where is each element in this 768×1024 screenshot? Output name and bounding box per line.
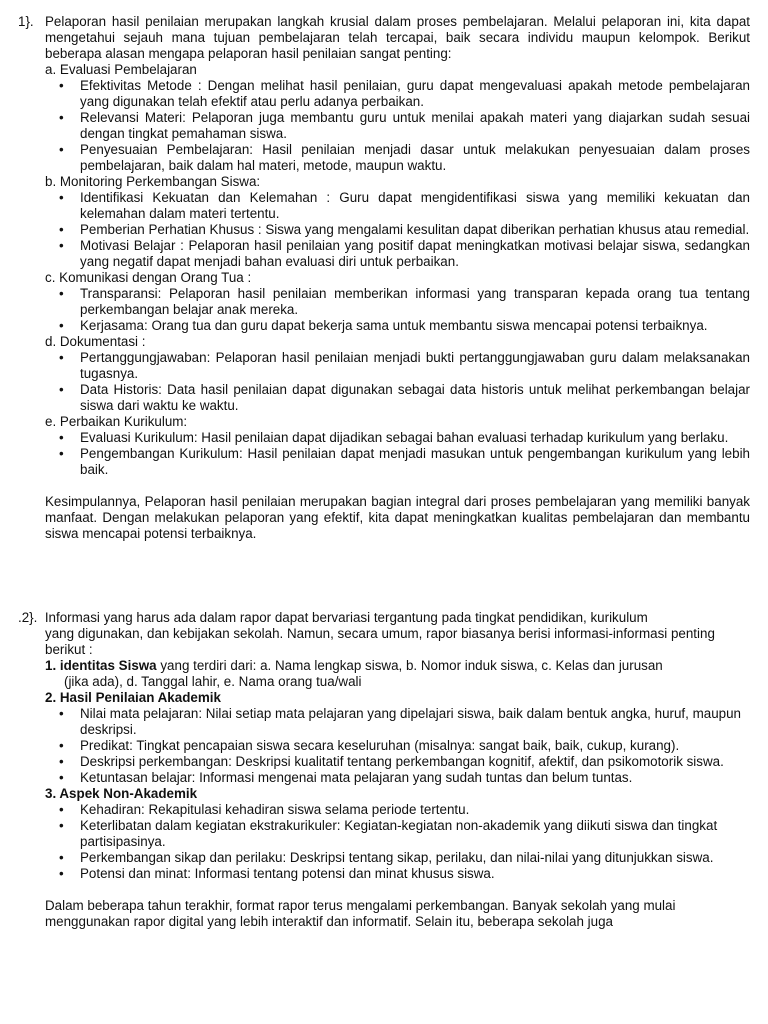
list-item: • Evaluasi Kurikulum: Hasil penilaian dapat dijadikan sebagai bahan evaluasi terhadap kurikulum yang berlaku. [59, 430, 729, 445]
bullet-icon: • [59, 110, 64, 125]
bullet-icon: • [59, 754, 64, 769]
bullet-icon: • [59, 318, 64, 333]
section-c [18, 270, 750, 286]
section-e [18, 414, 750, 430]
section-e-heading: e. Perbaikan Kurikulum: [45, 414, 188, 429]
list-item: • Relevansi Materi: Pelaporan juga membantu guru untuk menilai apakah materi yang diajarkan sudah sesuai dengan tingkat pemahaman siswa. [59, 110, 750, 141]
non-academic-heading: 3. Aspek Non-Akademik [45, 786, 198, 801]
answer-1-conclusion: Kesimpulannya, Pelaporan hasil penilaian merupakan bagian integral dari proses pembelajaran yang memiliki banyak manfaat. Dengan melakukan pelaporan yang efektif, kita dapat meningkatkan kualitas pembelajaran dan membantu siswa mencapai potensi terbaiknya. [45, 494, 750, 541]
section-c-heading: c. Komunikasi dengan Orang Tua : [45, 270, 252, 285]
section-d-heading: d. Dokumentasi : [45, 334, 146, 349]
bullet-icon: • [59, 430, 64, 445]
list-item: • Perkembangan sikap dan perilaku: Deskripsi tentang sikap, perilaku, dan nilai-nilai yang ditunjukkan siswa. [59, 850, 714, 865]
bullet-icon: • [59, 706, 64, 721]
answer-1-intro: Pelaporan hasil penilaian merupakan langkah krusial dalam proses pembelajaran. Melalui pelaporan ini, kita dapat mengetahui sejauh mana tujuan pembelajaran telah tercapai, baik secara individu maupun kelompok. Berikut beberapa alasan mengapa pelaporan hasil penilaian sangat penting: [45, 14, 750, 61]
list-item: • Nilai mata pelajaran: Nilai setiap mata pelajaran yang dipelajari siswa, baik dalam bentuk angka, huruf, maupun deskripsi. [59, 706, 741, 737]
section-d [18, 334, 750, 350]
bullet-icon: • [59, 78, 64, 93]
section-b-list [18, 190, 750, 270]
list-item: • Pengembangan Kurikulum: Hasil penilaian dapat menjadi masukan untuk pengembangan kurikulum yang lebih baik. [59, 446, 750, 477]
bullet-icon: • [59, 382, 64, 397]
bullet-icon: • [59, 222, 64, 237]
identity-item-continued: (jika ada), d. Tanggal lahir, e. Nama orang tua/wali [64, 674, 362, 689]
answer-1 [18, 14, 750, 542]
bullet-icon: • [59, 286, 64, 301]
list-item: • Deskripsi perkembangan: Deskripsi kualitatif tentang perkembangan kognitif, afektif, dan psikomotorik siswa. [59, 754, 724, 769]
list-item: • Predikat: Tingkat pencapaian siswa secara keseluruhan (misalnya: sangat baik, baik, cukup, kurang). [59, 738, 680, 753]
academic-list [18, 706, 750, 786]
section-d-list [18, 350, 750, 414]
bullet-icon: • [59, 850, 64, 865]
list-item: • Pertanggungjawaban: Pelaporan hasil penilaian menjadi bukti pertanggungjawaban guru dalam melaksanakan tugasnya. [59, 350, 750, 381]
list-item: • Pemberian Perhatian Khusus : Siswa yang mengalami kesulitan dapat diberikan perhatian khusus atau remedial. [59, 222, 750, 237]
list-item: • Identifikasi Kekuatan dan Kelemahan : Guru dapat mengidentifikasi siswa yang memiliki kekuatan dan kelemahan dalam materi tertentu. [59, 190, 750, 221]
academic-heading: 2. Hasil Penilaian Akademik [45, 690, 221, 705]
list-item: • Kehadiran: Rekapitulasi kehadiran siswa selama periode tertentu. [59, 802, 470, 817]
bullet-icon: • [59, 350, 64, 365]
list-item: • Kerjasama: Orang tua dan guru dapat bekerja sama untuk membantu siswa mencapai potensi terbaiknya. [59, 318, 708, 333]
section-c-list [18, 286, 750, 334]
list-item: • Potensi dan minat: Informasi tentang potensi dan minat khusus siswa. [59, 866, 495, 881]
list-item: • Ketuntasan belajar: Informasi mengenai mata pelajaran yang sudah tuntas dan belum tuntas. [59, 770, 633, 785]
bullet-icon: • [59, 190, 64, 205]
list-item: • Transparansi: Pelaporan hasil penilaian memberikan informasi yang transparan kepada orang tua tentang perkembangan belajar anak mereka. [59, 286, 750, 317]
bullet-icon: • [59, 802, 64, 817]
identity-item: 1. identitas Siswa yang terdiri dari: a. Nama lengkap siswa, b. Nomor induk siswa, c. Kelas dan jurusan [45, 658, 663, 673]
bullet-icon: • [59, 818, 64, 833]
section-b [18, 174, 750, 190]
answer-1-number: 1}. [18, 14, 34, 29]
answer-2-intro-first-line: .2}. Informasi yang harus ada dalam rapor dapat bervariasi tergantung pada tingkat pendidikan, kurikulum [18, 610, 648, 625]
section-a-heading: a. Evaluasi Pembelajaran [45, 62, 197, 77]
section-a [18, 62, 750, 78]
bullet-icon: • [59, 142, 64, 157]
bullet-icon: • [59, 770, 64, 785]
answer-2-intro: yang digunakan, dan kebijakan sekolah. Namun, secara umum, rapor biasanya berisi informasi-informasi penting berikut : [45, 626, 715, 657]
section-e-list [18, 430, 750, 478]
answer-2-closing: Dalam beberapa tahun terakhir, format rapor terus mengalami perkembangan. Banyak sekolah yang mulai menggunakan rapor digital yang lebih interaktif dan informatif. Selain itu, beberapa sekolah juga [45, 898, 676, 929]
bullet-icon: • [59, 446, 64, 461]
section-a-list [18, 78, 750, 174]
bullet-icon: • [59, 238, 64, 253]
identity-heading: 1. identitas Siswa [45, 658, 157, 673]
list-item: • Data Historis: Data hasil penilaian dapat digunakan sebagai data historis untuk melihat perkembangan belajar siswa dari waktu ke waktu. [59, 382, 750, 413]
bullet-icon: • [59, 866, 64, 881]
list-item: • Keterlibatan dalam kegiatan ekstrakurikuler: Kegiatan-kegiatan non-akademik yang diikuti siswa dan tingkat partisipasinya. [59, 818, 718, 849]
non-academic-list [18, 802, 750, 882]
bullet-icon: • [59, 738, 64, 753]
list-item: • Motivasi Belajar : Pelaporan hasil penilaian yang positif dapat meningkatkan motivasi belajar siswa, sedangkan yang negatif dapat menjadi bahan evaluasi diri untuk perbaikan. [59, 238, 750, 269]
answer-2-number: .2}. [18, 610, 38, 625]
answer-2 [18, 610, 750, 930]
list-item: • Penyesuaian Pembelajaran: Hasil penilaian menjadi dasar untuk melakukan penyesuaian dalam proses pembelajaran, baik dalam hal materi, metode, maupun waktu. [59, 142, 750, 173]
section-b-heading: b. Monitoring Perkembangan Siswa: [45, 174, 261, 189]
list-item: • Efektivitas Metode : Dengan melihat hasil penilaian, guru dapat mengevaluasi apakah metode pembelajaran yang digunakan telah efektif atau perlu adanya perbaikan. [59, 78, 750, 109]
